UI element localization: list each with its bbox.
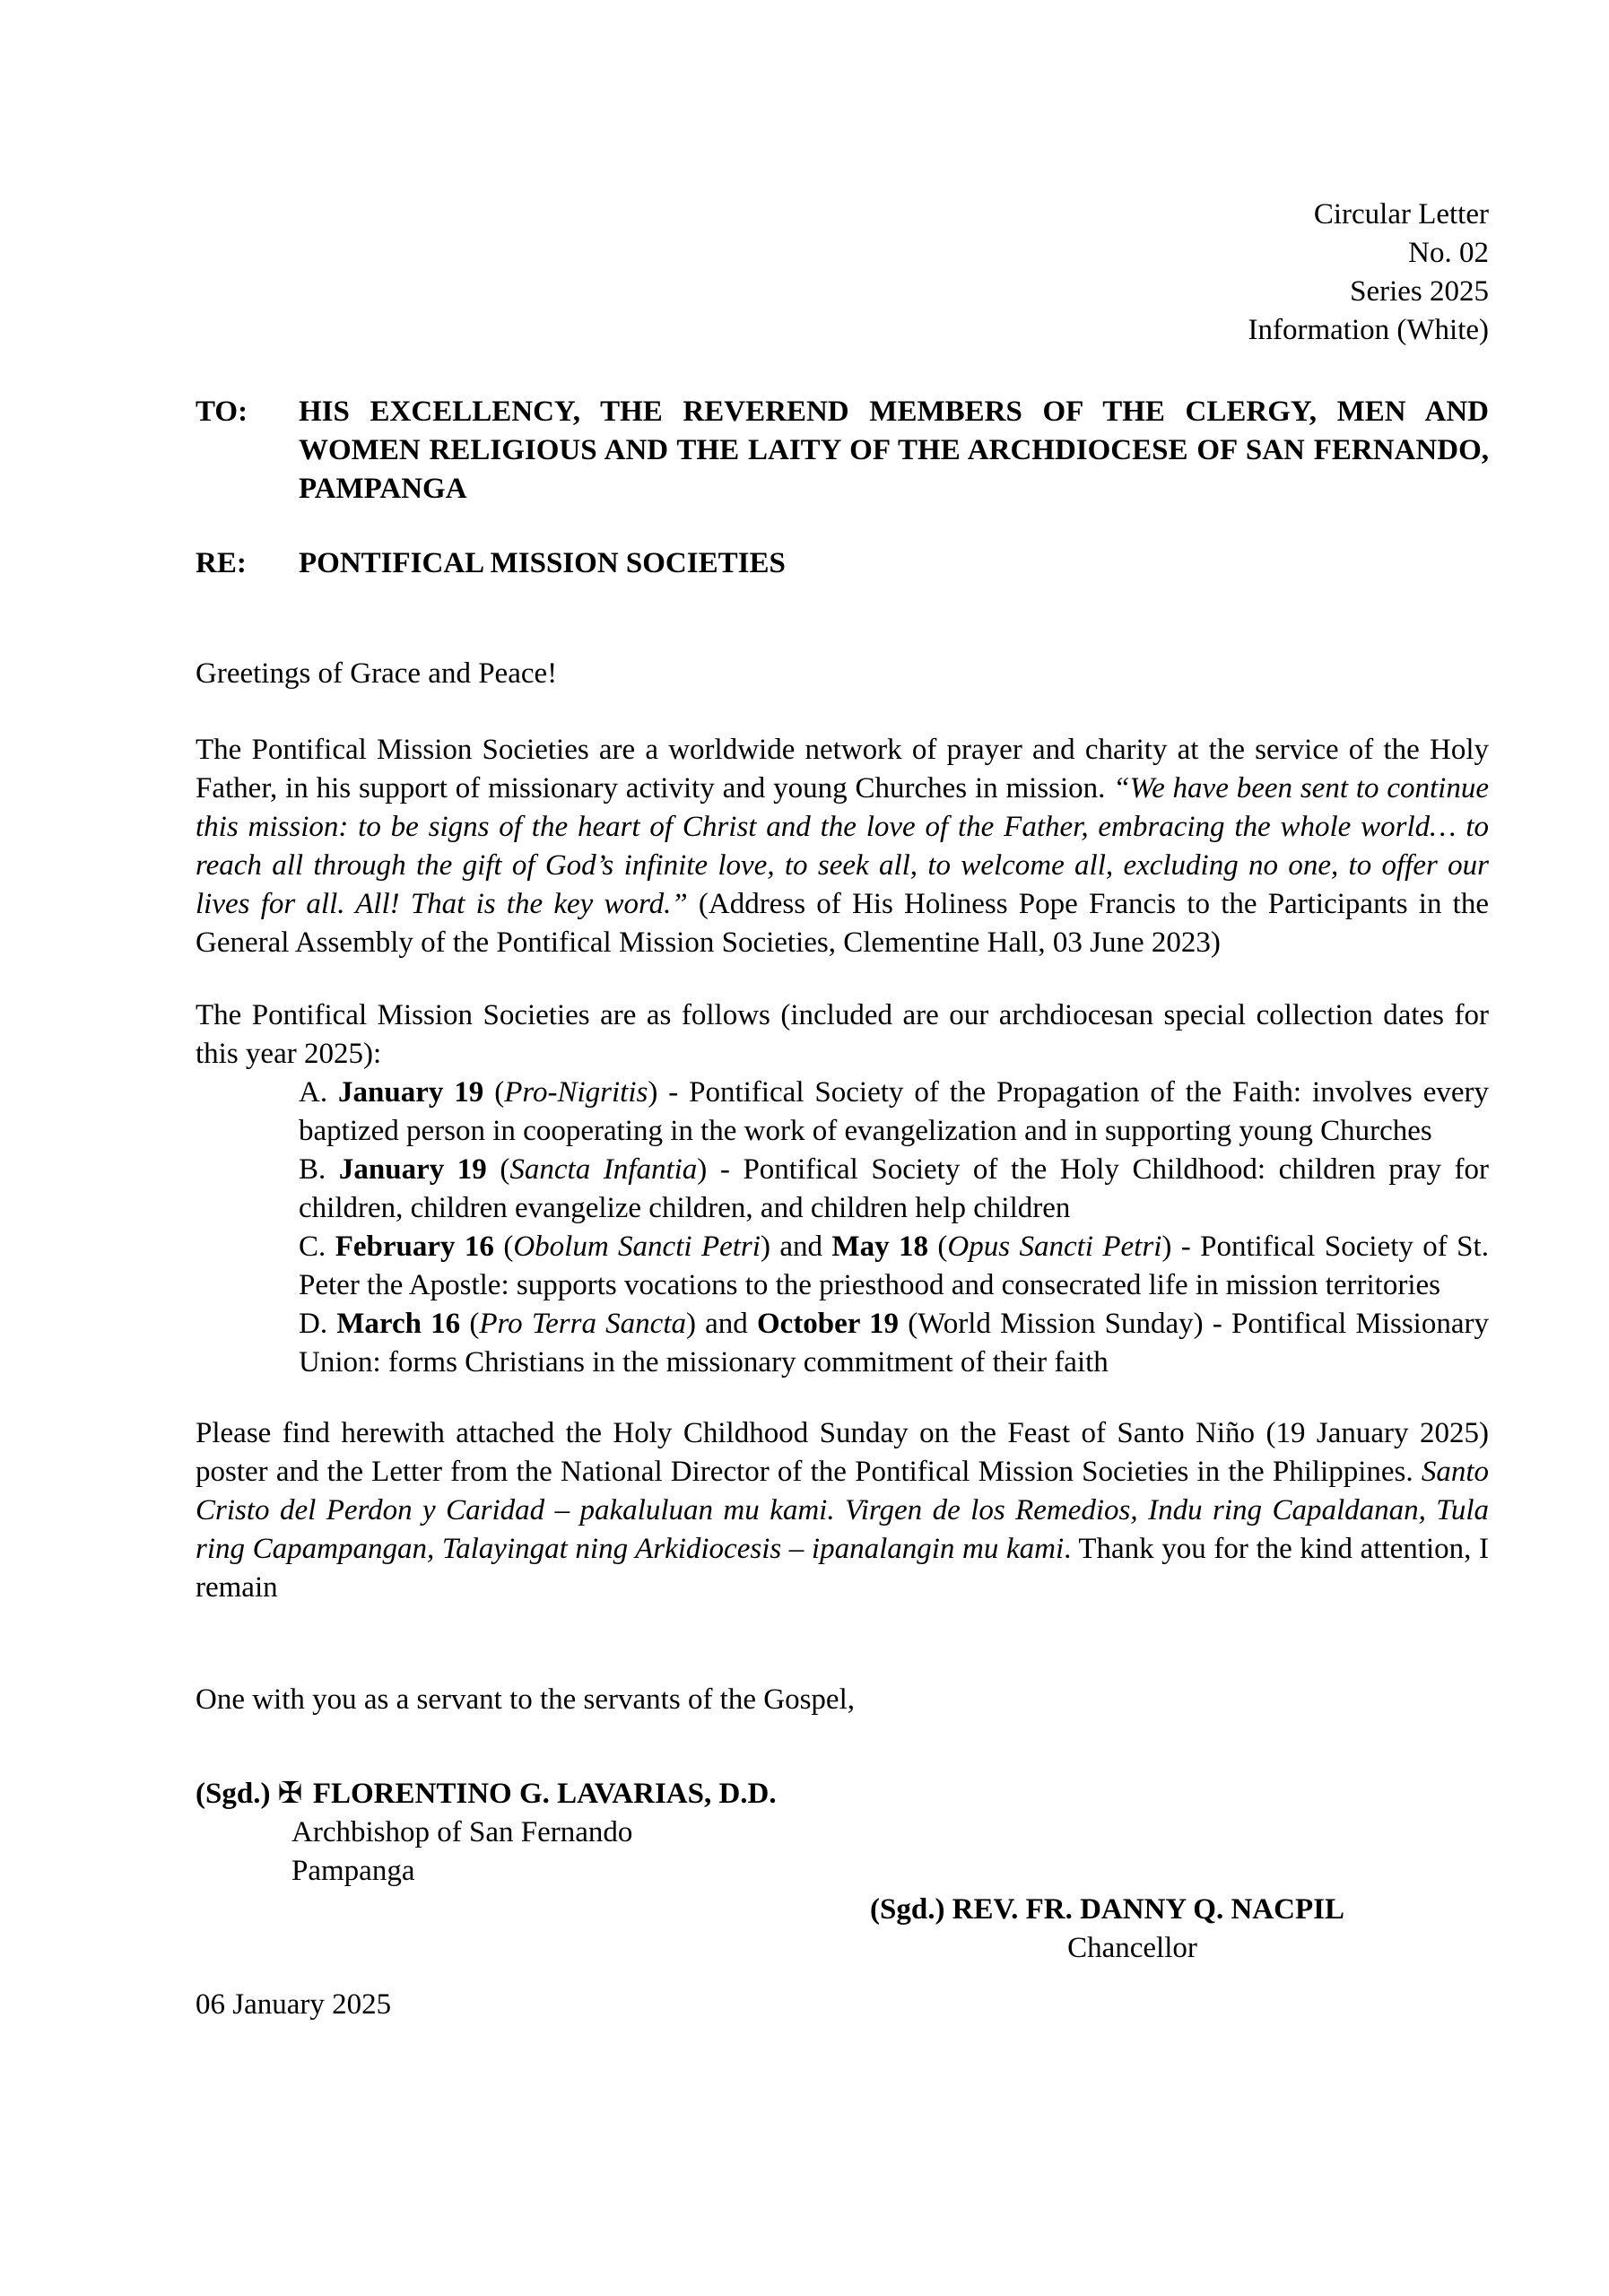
to-block [196, 393, 1489, 509]
to-text: HIS EXCELLENCY, THE REVEREND MEMBERS OF THE CLERGY, MEN AND WOMEN RELIGIOUS AND THE LAITY OF THE ARCHDIOCESE OF SAN FERNANDO, PAMPANGA [299, 396, 1489, 505]
to-label: TO: [196, 396, 248, 428]
list-item-b: B. January 19 (Sancta Infantia) - Pontifical Society of the Holy Childhood: children pray for children, children evangelize children, and children help children [299, 1153, 1490, 1224]
list-item-d: D. March 16 (Pro Terra Sancta) and October 19 (World Mission Sunday) - Pontifical Missionary Union: forms Christians in the missionary commitment of their faith [299, 1308, 1489, 1378]
re-label: RE: [196, 547, 247, 579]
re-block [196, 544, 1489, 583]
header-line-series: Series 2025 [1350, 275, 1489, 308]
letter-header [196, 196, 1489, 350]
signature-chancellor [870, 1891, 1395, 1968]
sgd-label: (Sgd.) [196, 1778, 278, 1810]
maltese-cross-icon: ✠ [277, 1775, 313, 1810]
archbishop-role-line-1: Archbishop of San Fernando [291, 1816, 633, 1848]
collection-list [196, 1074, 1489, 1382]
paragraph-followup: The Pontifical Mission Societies are as follows (included are our archdiocesan special collection dates for this year 2025): [196, 999, 1489, 1070]
archbishop-name: FLORENTINO G. LAVARIAS, D.D. [312, 1778, 777, 1810]
header-line-circular-letter: Circular Letter [1313, 198, 1489, 230]
list-item-a: A. January 19 (Pro-Nigritis) - Pontifical Society of the Propagation of the Faith: involves every baptized person in cooperating in the work of evangelization and in supporting young Churches [299, 1076, 1489, 1147]
greeting-line: Greetings of Grace and Peace! [196, 657, 558, 690]
closing-line: One with you as a servant to the servants of the Gospel, [196, 1683, 855, 1716]
header-line-classification: Information (White) [1248, 314, 1489, 346]
chancellor-signature-line: (Sgd.) REV. FR. DANNY Q. NACPIL [870, 1893, 1344, 1926]
archbishop-role-line-2: Pampanga [291, 1855, 415, 1887]
re-text: PONTIFICAL MISSION SOCIETIES [299, 547, 786, 579]
letter-date: 06 January 2025 [196, 1988, 392, 2021]
archbishop-signature-line [196, 1773, 1489, 1813]
paragraph-attachment: Please find herewith attached the Holy Childhood Sunday on the Feast of Santo Niño (19 January 2025) poster and the Letter from the National Director of the Pontifical Mission Societies in the Philippines. Santo Cristo del Perdon y Caridad – pakaluluan mu kami. Virgen de los Remedios, Indu ring Capaldanan, Tula ring Capampangan, Talayingat ning Arkidiocesis – ipanalangin mu kami. Thank you for the kind attention, I remain [196, 1417, 1489, 1604]
chancellor-role: Chancellor [1067, 1932, 1197, 1964]
list-item-c: C. February 16 (Obolum Sancti Petri) and May 18 (Opus Sancti Petri) - Pontifical Society of St. Peter the Apostle: supports vocations to the priesthood and consecrated life in mission territories [299, 1231, 1489, 1301]
header-line-number: No. 02 [1408, 237, 1489, 269]
paragraph-pms-intro: The Pontifical Mission Societies are a worldwide network of prayer and charity at the service of the Holy Father, in his support of missionary activity and young Churches in mission. “We have been sent to continue this mission: to be signs of the heart of Christ and the love of the Father, embracing the whole world… to reach all through the gift of God’s infinite love, to seek all, to welcome all, excluding no one, to offer our lives for all. All! That is the key word.” (Address of His Holiness Pope Francis to the Participants in the General Assembly of the Pontifical Mission Societies, Clementine Hall, 03 June 2023) [196, 734, 1489, 959]
signature-archbishop [196, 1773, 1489, 1891]
